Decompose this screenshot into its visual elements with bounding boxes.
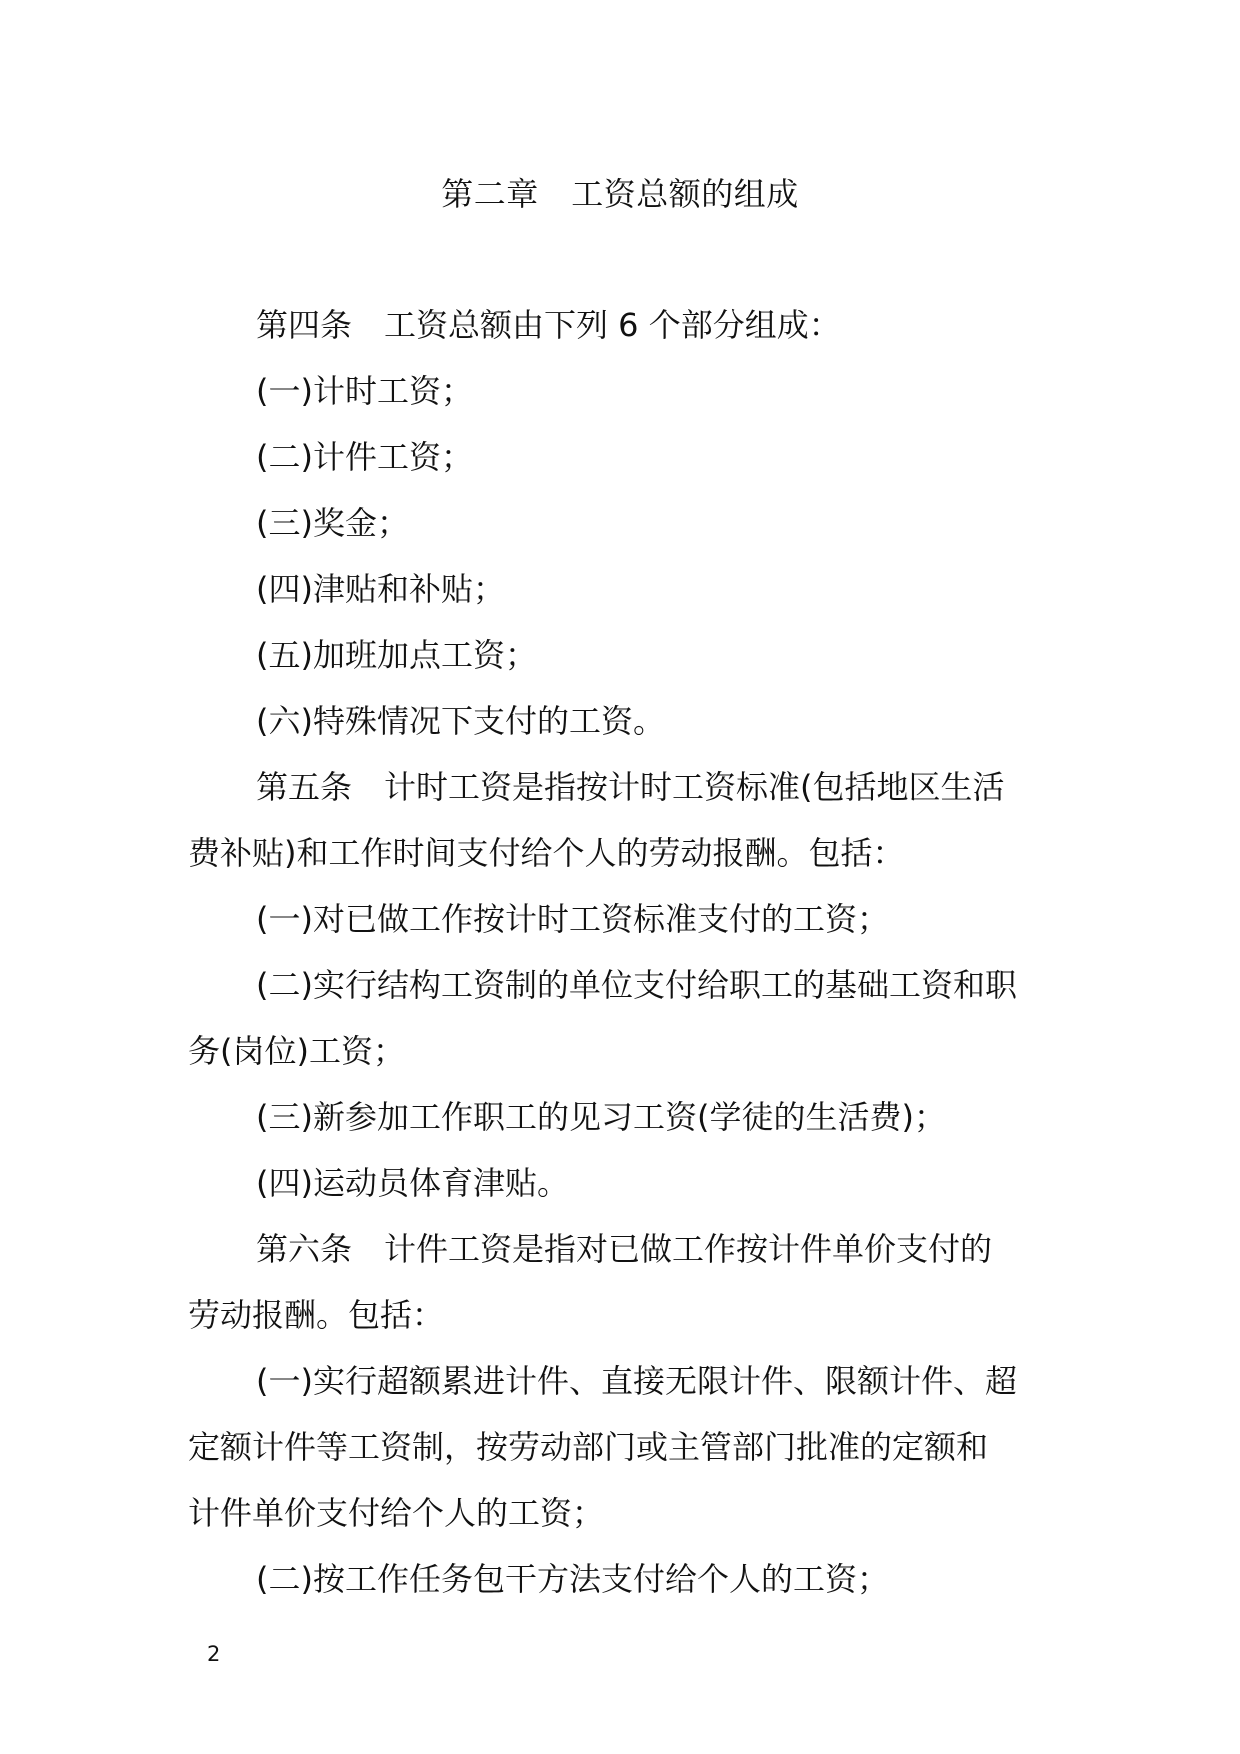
page-number: 2 bbox=[207, 1642, 221, 1666]
text-line: (三)奖金； bbox=[256, 504, 409, 542]
chapter-title: 第二章 工资总额的组成 bbox=[441, 175, 799, 213]
text-line: (六)特殊情况下支付的工资。 bbox=[256, 702, 665, 740]
text-line: (三)新参加工作职工的见习工资(学徒的生活费)； bbox=[256, 1098, 946, 1136]
text-line: (四)津贴和补贴； bbox=[256, 570, 505, 608]
text-line: 第四条 工资总额由下列 6 个部分组成： bbox=[256, 306, 841, 344]
text-line: 务(岗位)工资； bbox=[188, 1032, 405, 1070]
text-line: (二)实行结构工资制的单位支付给职工的基础工资和职 bbox=[256, 966, 1017, 1004]
text-line: 费补贴)和工作时间支付给个人的劳动报酬。包括： bbox=[188, 834, 905, 872]
text-line: (二)计件工资； bbox=[256, 438, 473, 476]
text-line: 计件单价支付给个人的工资； bbox=[188, 1494, 605, 1532]
document-body bbox=[188, 292, 1058, 1612]
text-line: 第六条 计件工资是指对已做工作按计件单价支付的 bbox=[256, 1230, 993, 1268]
text-line: (一)实行超额累进计件、直接无限计件、限额计件、超 bbox=[256, 1362, 1017, 1400]
text-line: (五)加班加点工资； bbox=[256, 636, 537, 674]
text-line: (二)按工作任务包干方法支付给个人的工资； bbox=[256, 1560, 889, 1598]
text-line: (一)计时工资； bbox=[256, 372, 473, 410]
text-line: 第五条 计时工资是指按计时工资标准(包括地区生活 bbox=[256, 768, 1005, 806]
text-line: (一)对已做工作按计时工资标准支付的工资； bbox=[256, 900, 889, 938]
text-line: (四)运动员体育津贴。 bbox=[256, 1164, 569, 1202]
text-line: 劳动报酬。包括： bbox=[188, 1296, 445, 1334]
text-line: 定额计件等工资制，按劳动部门或主管部门批准的定额和 bbox=[188, 1428, 989, 1466]
